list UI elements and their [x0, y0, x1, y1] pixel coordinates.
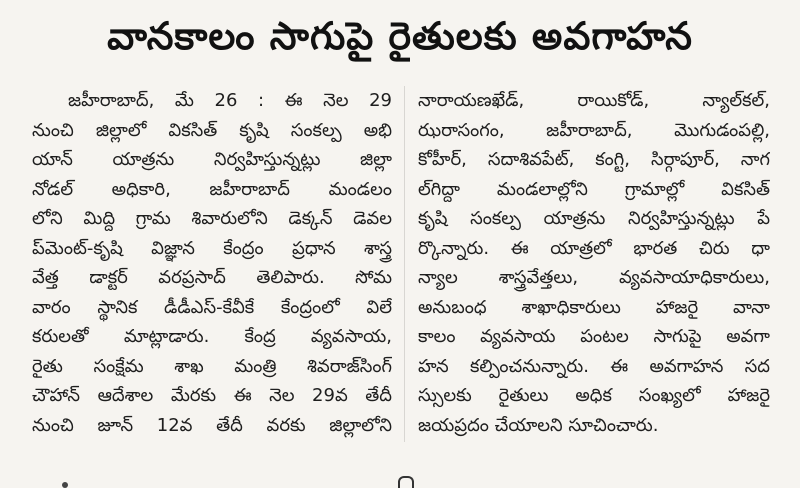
article-line: ప్‌మెంట్‌-కృషి విజ్ఞాన కేంద్రం ప్రధాన శాస్త్ర	[32, 237, 392, 259]
article-line: కృషి సంకల్ప యాత్రను నిర్వహిస్తున్నట్లు పే	[418, 208, 770, 229]
article-line: నుంచి జిల్లాలో వికసిత్‌ కృషి సంకల్ప అభి	[32, 119, 392, 141]
cropped-next-article	[0, 468, 800, 488]
article-line: నోడల్‌ అధికారి, జహీరాబాద్‌ మండలం	[32, 178, 392, 200]
cropped-glyph-fragment	[398, 476, 414, 488]
article-line: వారం స్థానిక డీడీఎస్‌-కేవీకే కేంద్రంలో విలే	[32, 296, 392, 318]
article-line: ర్కొన్నారు. ఈ యాత్రలో భారత చిరు ధా	[418, 237, 770, 259]
article-line: లోని మిద్ది గ్రామ శివారులోని డెక్కన్‌ డెవల	[32, 208, 392, 229]
article-line: నారాయణఖేడ్‌, రాయికోడ్‌, న్యాల్‌కల్‌,	[418, 90, 770, 111]
article-line: న్యాల శాస్త్రవేత్తలు, వ్యవసాయాధికారులు,	[418, 267, 770, 288]
article-line: హన కల్పించనున్నారు. ఈ అవగాహన సద	[418, 355, 770, 377]
article-line: ఝరాసంగం, జహీరాబాద్‌, మొగుడంపల్లి,	[418, 119, 770, 141]
article-line: నుంచి జూన్‌ 12వ తేదీ వరకు జిల్లాలోని	[32, 414, 392, 436]
article-line: అనుబంధ శాఖాధికారులు హాజరై వానా	[418, 296, 770, 318]
article-line: యాన్‌ యాత్రను నిర్వహిస్తున్నట్లు జిల్లా	[32, 149, 392, 170]
article-line: జయప్రదం చేయాలని సూచించారు.	[418, 414, 659, 436]
article-line: జహీరాబాద్‌, మే 26 : ఈ నెల 29	[68, 90, 392, 111]
article-line: వేత్త డాక్టర్‌ వరప్రసాద్‌ తెలిపారు. సోమ	[32, 267, 392, 288]
article-line: చౌహాన్‌ ఆదేశాల మేరకు ఈ నెల 29వ తేదీ	[32, 385, 392, 406]
cropped-glyph-fragment	[62, 482, 68, 488]
article-line: రైతు సంక్షేమ శాఖ మంత్రి శివరాజ్‌సింగ్‌	[32, 355, 392, 377]
article-line: ల్‌గిద్దా మండలాల్లోని గ్రామాల్లో వికసిత్‌	[418, 178, 770, 200]
article-line: కోహీర్‌, సదాశివపేట్‌, కంగ్టి, సిర్గాపూర్‌, నాగ	[418, 149, 770, 170]
article-column-left	[32, 86, 392, 440]
article-column-right	[418, 86, 770, 440]
article-line: స్సులకు రైతులు అధిక సంఖ్యలో హాజరై	[418, 385, 770, 406]
column-divider	[404, 86, 405, 442]
article-line: కాలం వ్యవసాయ పంటల సాగుపై అవగా	[418, 326, 770, 347]
article-line: కరులతో మాట్లాడారు. కేంద్ర వ్యవసాయ,	[32, 326, 392, 347]
headline: వానకాలం సాగుపై రైతులకు అవగాహన	[107, 14, 693, 58]
